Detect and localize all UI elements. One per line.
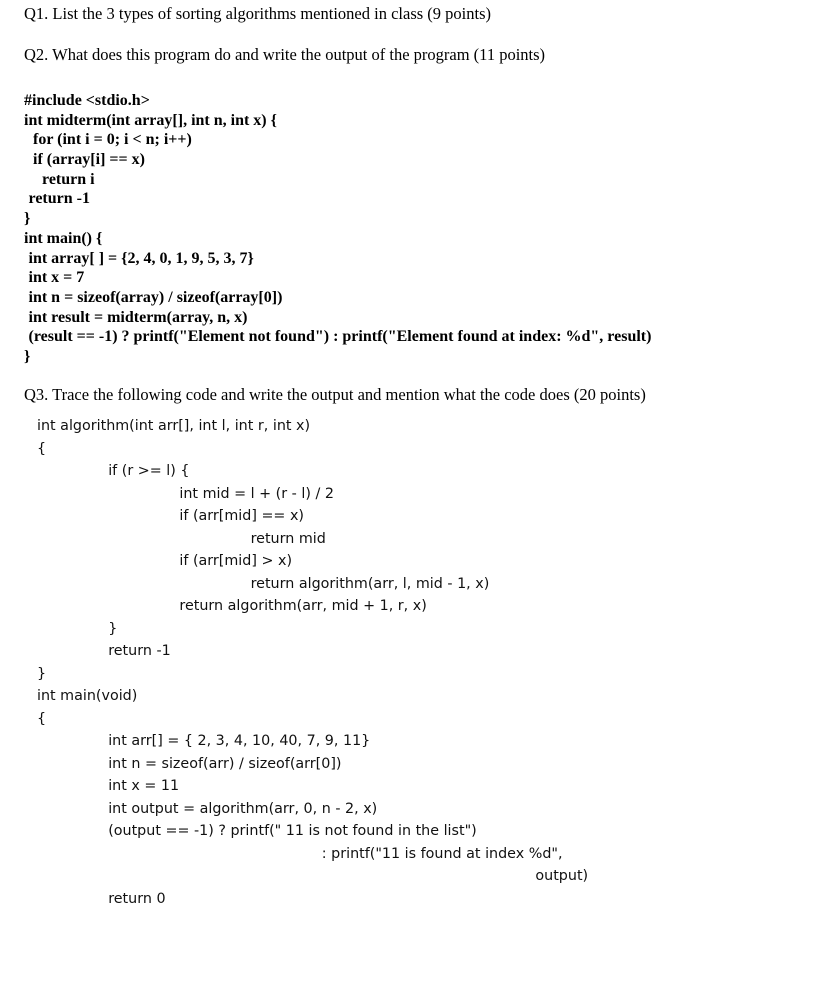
code-line: int array[ ] = {2, 4, 0, 1, 9, 5, 3, 7} [28, 249, 254, 267]
code-line: if (arr[mid] == x) [179, 508, 304, 524]
code-line: return mid [250, 530, 326, 547]
code-line: int mid = l + (r - l) / 2 [179, 485, 334, 502]
code-line: : printf("11 is found at index %d", [321, 845, 563, 862]
code-line: return i [42, 170, 95, 188]
question-1: Q1. List the 3 types of sorting algorithms mentioned in class (9 points) [24, 4, 491, 23]
code-line: } [37, 665, 47, 682]
code-line: if (array[i] == x) [33, 151, 145, 169]
code-line: int n = sizeof(arr) / sizeof(arr[0]) [108, 755, 342, 772]
code-line: return algorithm(arr, l, mid - 1, x) [250, 575, 490, 592]
code-line: } [24, 210, 31, 228]
code-line: int output = algorithm(arr, 0, n - 2, x) [108, 800, 378, 817]
code-line: int arr[] = { 2, 3, 4, 10, 40, 7, 9, 11} [108, 733, 371, 749]
code-line: int x = 7 [28, 269, 85, 287]
code-line: if (arr[mid] > x) [179, 553, 293, 569]
code-line: #include <stdio.h> [24, 92, 150, 109]
code-block-midterm [24, 91, 651, 367]
code-line: } [108, 620, 118, 637]
question-3: Q3. Trace the following code and write the output and mention what the code does (20 points) [24, 385, 646, 404]
code-line: output) [535, 868, 589, 884]
code-line: return 0 [108, 890, 166, 907]
code-line: { [37, 710, 47, 727]
code-line: for (int i = 0; i < n; i++) [33, 131, 192, 149]
code-block-algorithm [37, 415, 588, 910]
code-line: int main(void) [37, 688, 138, 704]
code-line: int n = sizeof(array) / sizeof(array[0]) [28, 288, 283, 306]
question-2: Q2. What does this program do and write the output of the program (11 points) [24, 45, 546, 64]
code-line: int midterm(int array[], int n, int x) { [24, 111, 277, 129]
code-line: int main() { [24, 229, 103, 247]
code-line: int algorithm(int arr[], int l, int r, int x) [37, 418, 311, 434]
code-line: (result == -1) ? printf("Element not found") : printf("Element found at index: %d", result) [28, 328, 652, 346]
code-line: int result = midterm(array, n, x) [28, 308, 248, 326]
code-line: (output == -1) ? printf(" 11 is not found in the list") [108, 823, 477, 839]
code-line: int x = 11 [108, 778, 180, 794]
code-line: return -1 [28, 190, 90, 208]
code-line: return -1 [108, 643, 171, 659]
code-line: if (r >= l) { [108, 463, 190, 479]
code-line: return algorithm(arr, mid + 1, r, x) [179, 598, 427, 614]
code-line: { [37, 440, 47, 457]
code-line: } [24, 347, 31, 365]
